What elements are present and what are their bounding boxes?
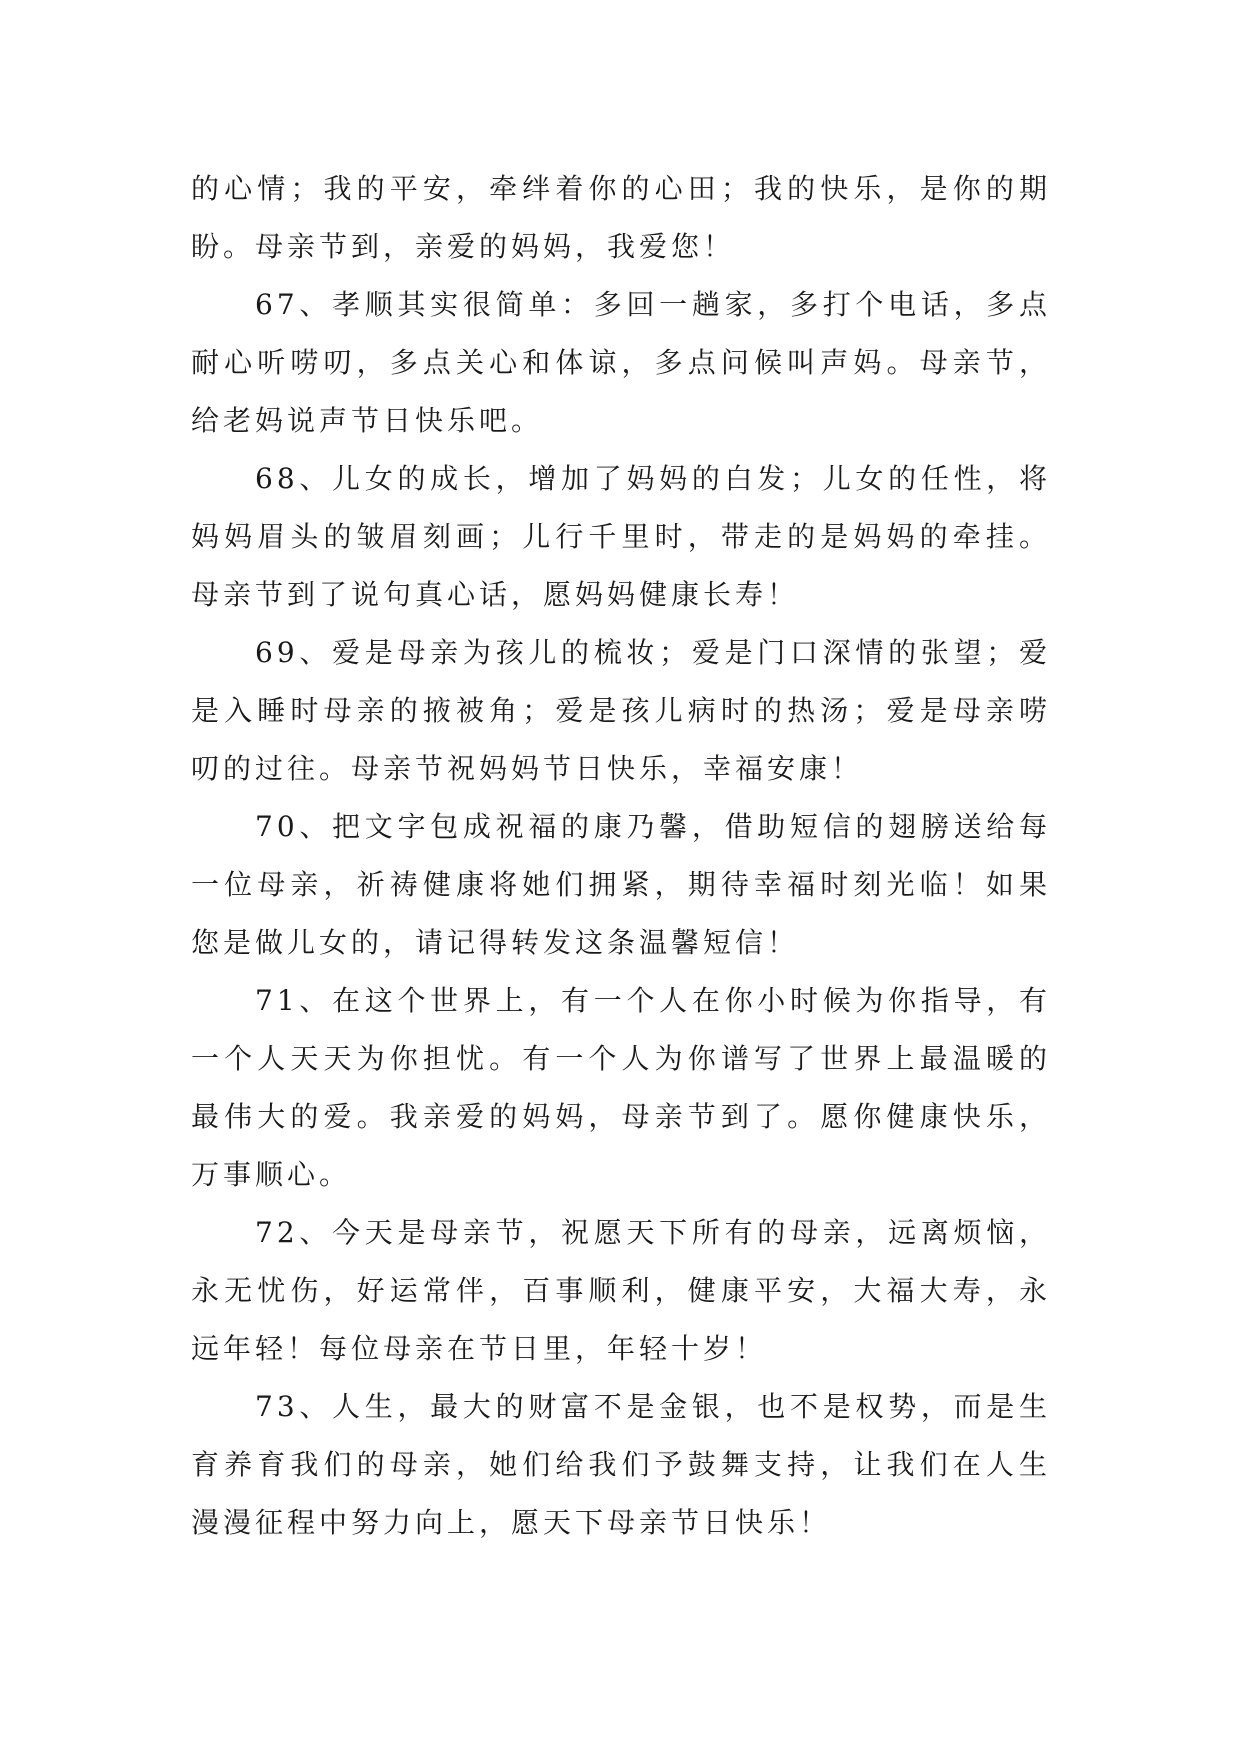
paragraph-67: 67、孝顺其实很简单：多回一趟家，多打个电话，多点耐心听唠叨，多点关心和体谅，多点问候叫声妈。母亲节，给老妈说声节日快乐吧。 — [191, 288, 1051, 437]
paragraph-69: 69、爱是母亲为孩儿的梳妆；爱是门口深情的张望；爱是入睡时母亲的掖被角；爱是孩儿病时的热汤；爱是母亲唠叨的过往。母亲节祝妈妈节日快乐，幸福安康！ — [191, 636, 1051, 785]
paragraph-73: 73、人生，最大的财富不是金银，也不是权势，而是生育养育我们的母亲，她们给我们予鼓舞支持，让我们在人生漫漫征程中努力向上，愿天下母亲节日快乐！ — [191, 1390, 1051, 1539]
paragraph-72: 72、今天是母亲节，祝愿天下所有的母亲，远离烦恼，永无忧伤，好运常伴，百事顺利，健康平安，大福大寿，永远年轻！每位母亲在节日里，年轻十岁！ — [191, 1216, 1051, 1365]
paragraph-71: 71、在这个世界上，有一个人在你小时候为你指导，有一个人天天为你担忧。有一个人为你谱写了世界上最温暖的最伟大的爱。我亲爱的妈妈，母亲节到了。愿你健康快乐，万事顺心。 — [191, 984, 1051, 1191]
paragraph-70: 70、把文字包成祝福的康乃馨，借助短信的翅膀送给每一位母亲，祈祷健康将她们拥紧，期待幸福时刻光临！如果您是做儿女的，请记得转发这条温馨短信！ — [191, 810, 1051, 959]
paragraph-68: 68、儿女的成长，增加了妈妈的白发；儿女的任性，将妈妈眉头的皱眉刻画；儿行千里时，带走的是妈妈的牵挂。母亲节到了说句真心话，愿妈妈健康长寿！ — [191, 462, 1051, 611]
document-body — [191, 160, 1051, 1552]
paragraph-continuation: 的心情；我的平安，牵绊着你的心田；我的快乐，是你的期盼。母亲节到，亲爱的妈妈，我爱您！ — [191, 172, 1051, 263]
